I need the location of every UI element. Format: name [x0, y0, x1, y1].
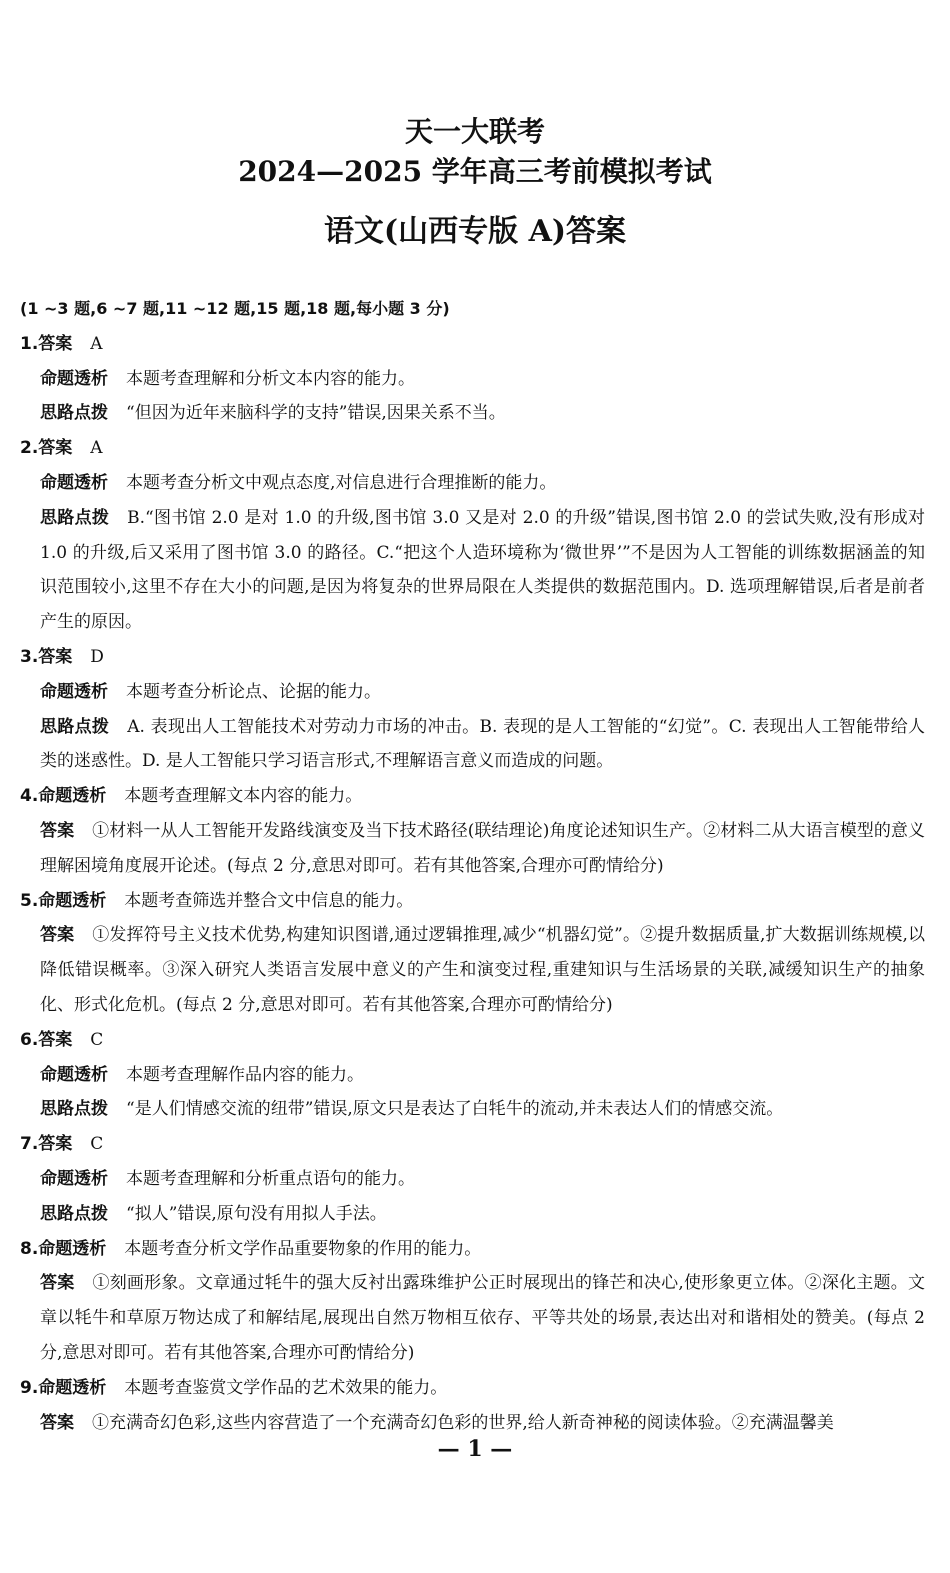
q8-answer: ①刻画形象。文章通过牦牛的强大反衬出露珠维护公正时展现出的锋芒和决心,使形象更立体。②深化主题。文章以牦牛和草原万物达成了和解结尾,展现出自然万物相互依存、平等共处的场景,表达出对和谐相处的赞美。(每点 2 分,意思对即可。若有其他答案,合理亦可酌情给分) — [40, 1273, 926, 1363]
q6-analysis: 本题考查理解作品内容的能力。 — [126, 1064, 364, 1085]
page-number: — 1 — — [437, 1436, 513, 1462]
q6-number: 6. — [20, 1029, 39, 1050]
hint-label: 思路点拨 — [40, 1099, 108, 1120]
document-header — [0, 112, 950, 252]
q2-hint-para — [20, 501, 925, 640]
hint-label: 思路点拨 — [40, 1203, 108, 1224]
analysis-label: 命题透析 — [38, 890, 107, 911]
q6-hint-line — [20, 1092, 925, 1127]
answer-label: 答案 — [38, 1134, 73, 1155]
q5-analysis: 本题考查筛选并整合文中信息的能力。 — [124, 890, 414, 911]
q5-answer-para — [20, 918, 925, 1022]
q3-hint: A. 表现出人工智能技术对劳动力市场的冲击。B. 表现的是人工智能的“幻觉”。C. 表现出人工智能带给人类的迷惑性。D. 是人工智能只学习语言形式,不理解语言意义而造成的问题。 — [40, 716, 925, 772]
exam-name-title: 2024—2025 学年高三考前模拟考试 — [238, 155, 712, 188]
analysis-label: 命题透析 — [40, 1064, 108, 1085]
q2-analysis: 本题考查分析文中观点态度,对信息进行合理推断的能力。 — [126, 472, 557, 493]
analysis-label: 命题透析 — [40, 681, 108, 702]
q3-hint-para — [20, 710, 925, 780]
q4-number: 4. — [20, 786, 39, 807]
q1-analysis-line — [20, 362, 925, 397]
q7-analysis: 本题考查理解和分析重点语句的能力。 — [126, 1168, 415, 1189]
hint-label: 思路点拨 — [40, 507, 110, 528]
q9-number: 9. — [20, 1377, 39, 1398]
analysis-label: 命题透析 — [40, 1168, 108, 1189]
q3-number: 3. — [20, 646, 39, 667]
q5-analysis-line — [20, 884, 925, 919]
answer-content — [20, 292, 925, 1440]
q6-answer: C — [90, 1029, 104, 1050]
subject-title: 语文(山西专版 A)答案 — [323, 214, 627, 249]
q8-analysis-line — [20, 1232, 925, 1267]
analysis-label: 命题透析 — [40, 472, 108, 493]
q1-hint-line — [20, 396, 925, 431]
q7-hint: “拟人”错误,原句没有用拟人手法。 — [126, 1203, 387, 1224]
answer-label: 答案 — [40, 1412, 74, 1433]
q5-number: 5. — [20, 890, 39, 911]
analysis-label: 命题透析 — [38, 786, 107, 807]
q8-number: 8. — [20, 1238, 39, 1259]
answer-label: 答案 — [38, 438, 73, 459]
analysis-label: 命题透析 — [40, 368, 108, 389]
q7-analysis-line — [20, 1162, 925, 1197]
q4-analysis: 本题考查理解文本内容的能力。 — [124, 786, 363, 807]
q4-analysis-line — [20, 779, 925, 814]
answer-label: 答案 — [38, 333, 73, 354]
exam-organizer-title: 天一大联考 — [404, 115, 545, 148]
q5-answer: ①发挥符号主义技术优势,构建知识图谱,通过逻辑推理,减少“机器幻觉”。②提升数据质量,扩大数据训练规模,以降低错误概率。③深入研究人类语言发展中意义的产生和演变过程,重建知识与生活场景的关联,减缓知识生产的抽象化、形式化危机。(每点 2 分,意思对即可。若有其他答案,合理亦可酌情给分) — [40, 925, 925, 1015]
q1-number: 1. — [20, 333, 39, 354]
q4-answer: ①材料一从人工智能开发路线演变及当下技术路径(联结理论)角度论述知识生产。②材料二从大语言模型的意义理解困境角度展开论述。(每点 2 分,意思对即可。若有其他答案,合理亦可酌情给分) — [40, 820, 926, 876]
q2-analysis-line — [20, 466, 925, 501]
q8-answer-para — [20, 1266, 925, 1370]
q9-answer: ①充满奇幻色彩,这些内容营造了一个充满奇幻色彩的世界,给人新奇神秘的阅读体验。②充满温馨美 — [92, 1412, 834, 1433]
answer-label: 答案 — [38, 1029, 73, 1050]
analysis-label: 命题透析 — [38, 1377, 107, 1398]
answer-label: 答案 — [40, 925, 75, 946]
q6-analysis-line — [20, 1058, 925, 1093]
hint-label: 思路点拨 — [40, 403, 108, 424]
q3-analysis: 本题考查分析论点、论据的能力。 — [126, 681, 381, 702]
q7-number: 7. — [20, 1134, 39, 1155]
q2-answer: A — [90, 438, 103, 459]
q9-analysis: 本题考查鉴赏文学作品的艺术效果的能力。 — [124, 1377, 448, 1398]
q1-answer-line — [20, 327, 925, 362]
q2-answer-line — [20, 431, 925, 466]
scoring-note: (1 ~3 题,6 ~7 题,11 ~12 题,15 题,18 题,每小题 3 分) — [20, 299, 450, 318]
answer-label: 答案 — [40, 1273, 75, 1294]
q4-answer-para — [20, 814, 925, 884]
hint-label: 思路点拨 — [40, 716, 110, 737]
q7-answer-line — [20, 1127, 925, 1162]
answer-label: 答案 — [40, 820, 75, 841]
q7-answer: C — [90, 1134, 104, 1155]
q8-analysis: 本题考查分析文学作品重要物象的作用的能力。 — [124, 1238, 482, 1259]
q2-number: 2. — [20, 438, 39, 459]
q1-answer: A — [90, 333, 103, 354]
q6-answer-line — [20, 1023, 925, 1058]
answer-label: 答案 — [38, 646, 73, 667]
q3-analysis-line — [20, 675, 925, 710]
q6-hint: “是人们情感交流的纽带”错误,原文只是表达了白牦牛的流动,并未表达人们的情感交流。 — [126, 1099, 784, 1120]
q7-hint-line — [20, 1197, 925, 1232]
q1-hint: “但因为近年来脑科学的支持”错误,因果关系不当。 — [126, 403, 506, 424]
q3-answer-line — [20, 640, 925, 675]
q9-analysis-line — [20, 1371, 925, 1406]
analysis-label: 命题透析 — [38, 1238, 107, 1259]
q3-answer: D — [90, 646, 104, 667]
q2-hint: B.“图书馆 2.0 是对 1.0 的升级,图书馆 3.0 又是对 2.0 的升级”错误,图书馆 2.0 的尝试失败,没有形成对 1.0 的升级,后又采用了图书馆 3.0 的路径。C.“把这个人造环境称为‘微世界’”不是因为人工智能的训练数据涵盖的知识范围较小,这里不存在大小的问题,是因为将复杂的世界局限在人类提供的数据范围内。D. 选项理解错误,后者是前者产生的原因。 — [40, 507, 925, 633]
q1-analysis: 本题考查理解和分析文本内容的能力。 — [126, 368, 415, 389]
